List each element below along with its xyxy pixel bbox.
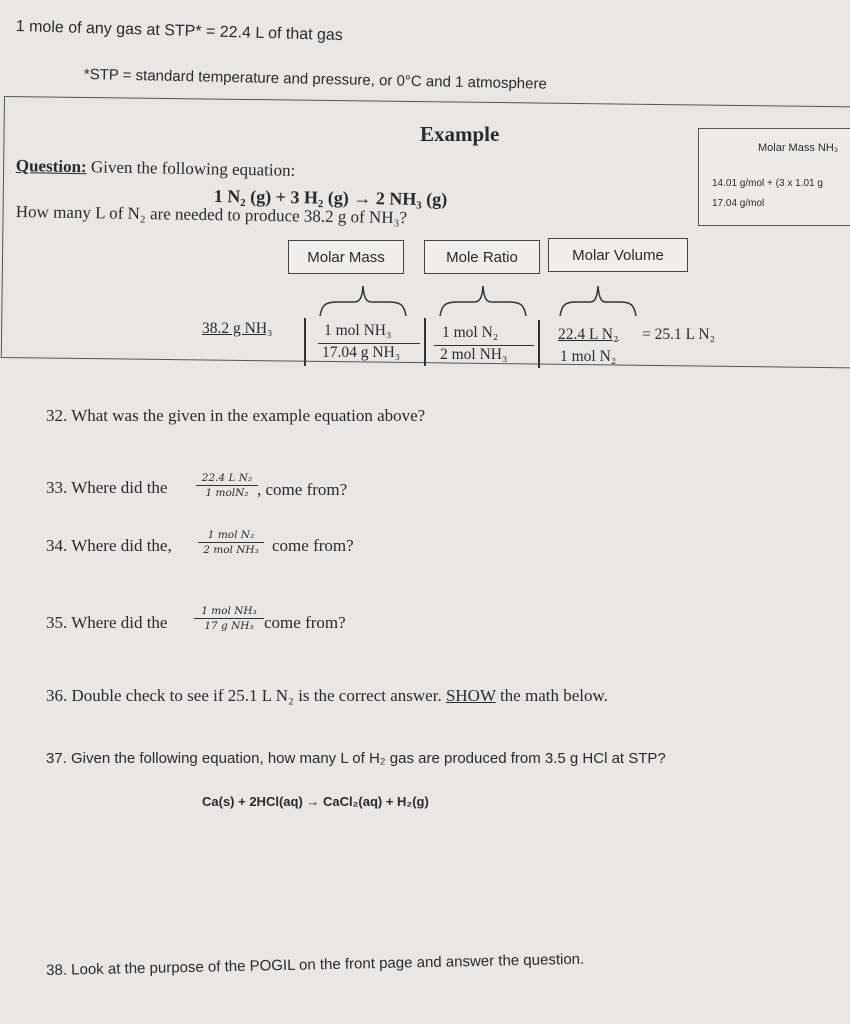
calc-f2-den: 2 mol NH₃ (440, 346, 508, 363)
question-32: 32. What was the given in the example equation above? (46, 406, 426, 425)
molar-mass-title: Molar Mass NH₃ (758, 142, 839, 154)
question-33-suffix: , come from? (257, 480, 348, 499)
brace-icon (558, 282, 638, 318)
question-34-fraction (198, 529, 264, 556)
fraction-numerator: 1 mol N₂ (207, 529, 255, 541)
example-title: Example (420, 122, 500, 146)
question-37-reaction: Ca(s) + 2HCl(aq) → CaCl₂(aq) + H₂(g) (202, 794, 429, 809)
calc-answer: = 25.1 L N₂ (642, 326, 715, 343)
brace-icon (318, 282, 408, 318)
question-35-prefix: 35. Where did the (46, 613, 168, 632)
fraction-numerator: 1 mol NH₃ (201, 605, 257, 617)
calc-divider (538, 320, 540, 368)
question-36-prefix: 36. Double check to see if 25.1 L N₂ is the correct answer. (46, 686, 446, 705)
calc-f1-num: 1 mol NH₃ (324, 322, 392, 339)
step-molar-volume: Molar Volume (548, 238, 688, 272)
calc-f3-den: 1 mol N₂ (560, 348, 617, 365)
step-mole-ratio: Mole Ratio (424, 240, 540, 274)
molar-mass-calc: 14.01 g/mol + (3 x 1.01 g (712, 178, 823, 189)
step-molar-mass: Molar Mass (288, 240, 404, 274)
calc-divider (304, 318, 306, 366)
question-36 (46, 686, 608, 706)
question-36-show: SHOW (445, 686, 496, 705)
stp-definition-line: *STP = standard temperature and pressure, or 0°C and 1 atmosphere (83, 66, 547, 93)
question-34-prefix: 34. Where did the, (46, 536, 172, 555)
question-37: 37. Given the following equation, how many L of H₂ gas are produced from 3.5 g HCl at STP? (46, 750, 666, 767)
question-text: Given the following equation: (86, 157, 296, 180)
question-38: 38. Look at the purpose of the POGIL on the front page and answer the question. (46, 950, 585, 979)
fraction-numerator: 22.4 L N₂ (201, 472, 253, 484)
question-33-fraction (196, 472, 258, 499)
calc-divider (424, 318, 426, 366)
question-33-prefix: 33. Where did the (46, 478, 168, 497)
calc-given: 38.2 g NH₃ (202, 320, 273, 337)
calc-f1-den: 17.04 g NH₃ (322, 344, 401, 361)
fraction-denominator: 1 molN₂ (205, 487, 249, 499)
fraction-denominator: 2 mol NH₃ (203, 544, 259, 556)
brace-icon (438, 282, 528, 318)
example-how-many: How many L of N₂ are needed to produce 38.2 g of NH₃? (15, 202, 408, 228)
stp-fact-line: 1 mole of any gas at STP* = 22.4 L of that gas (15, 18, 344, 45)
molar-mass-result: 17.04 g/mol (712, 198, 765, 209)
calc-f3-num: 22.4 L N₂ (558, 326, 619, 343)
question-34-suffix: come from? (272, 536, 354, 555)
question-36-suffix: the math below. (495, 686, 608, 705)
question-35-suffix: come from? (264, 613, 346, 632)
question-35-fraction (194, 605, 264, 632)
fraction-denominator: 17 g NH₃ (204, 620, 254, 632)
question-label: Question: (15, 156, 87, 177)
calc-f2-num: 1 mol N₂ (442, 324, 499, 341)
example-equation: 1 N₂ (g) + 3 H₂ (g) → 2 NH₃ (g) (213, 186, 448, 210)
